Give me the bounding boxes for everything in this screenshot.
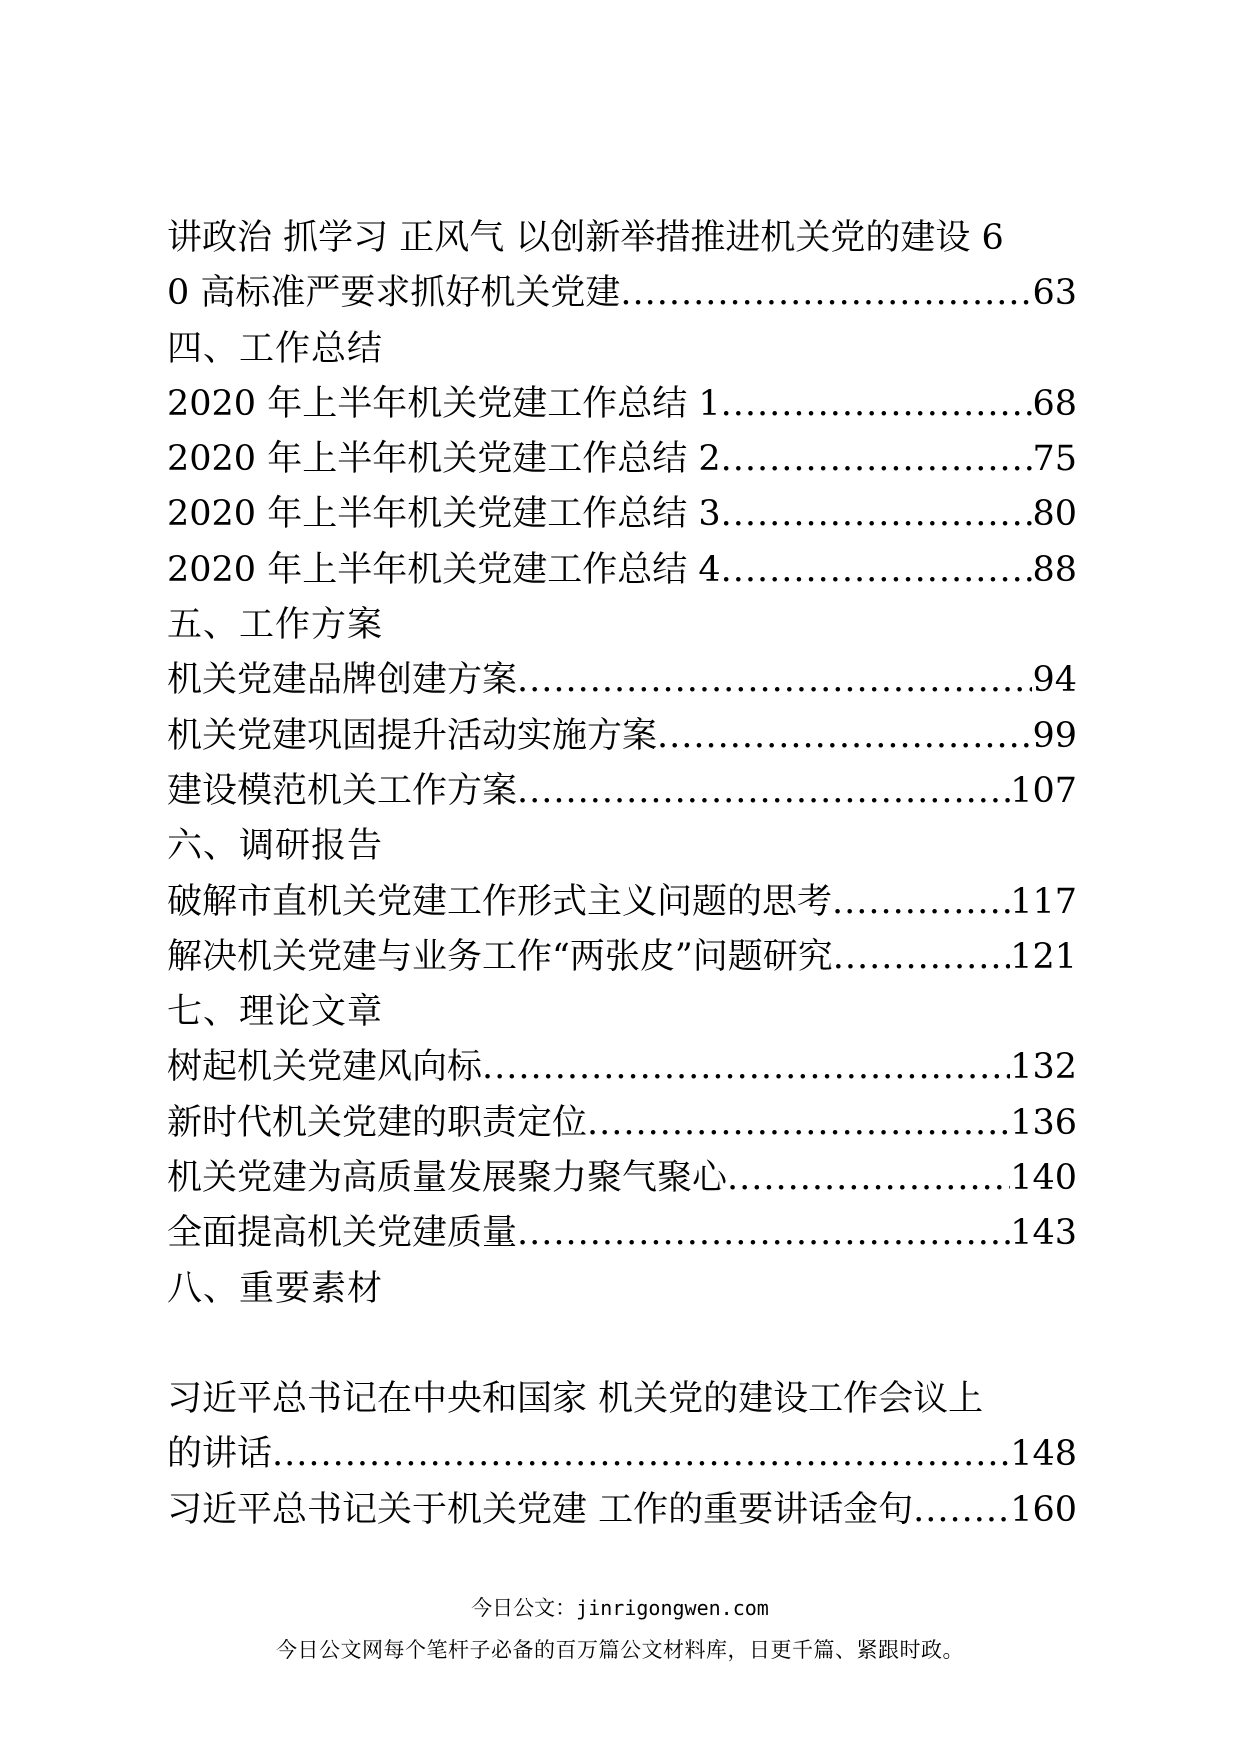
toc-entry[interactable]: [167, 1096, 1077, 1151]
section-heading: 八、重要素材: [167, 1268, 384, 1309]
toc-entry-title: 机关党建为高质量发展聚力聚气聚心: [167, 1158, 728, 1199]
toc-entry[interactable]: [167, 1427, 1077, 1482]
toc-entry[interactable]: [167, 1483, 1077, 1538]
toc-entry[interactable]: [167, 875, 1077, 930]
toc-entry-title: 树起机关党建风向标: [167, 1047, 483, 1088]
leader-dots: [833, 930, 1010, 985]
leader-dots: [482, 1040, 1010, 1095]
footer-label: 今日公文：: [471, 1596, 577, 1620]
leader-dots: [620, 266, 1032, 321]
leader-dots: [721, 543, 1033, 598]
toc-entry-page: 99: [1032, 715, 1077, 756]
toc-entry[interactable]: [167, 764, 1077, 819]
toc-entry-title: 0 高标准严要求抓好机关党建: [167, 273, 621, 314]
toc-entry-page: 80: [1032, 494, 1077, 535]
toc-entry-page: 143: [1010, 1213, 1077, 1254]
footer-site-link[interactable]: jinrigongwen.com: [576, 1596, 769, 1620]
section-heading: 七、理论文章: [167, 992, 384, 1033]
toc-entry-line: [167, 211, 1077, 266]
toc-entry[interactable]: [167, 266, 1077, 321]
toc-entry-title: 解决机关党建与业务工作“两张皮”问题研究: [167, 936, 833, 977]
toc-entry-page: 88: [1032, 549, 1077, 590]
toc-entry-title: 习近平总书记关于机关党建 工作的重要讲话金句: [167, 1489, 914, 1530]
toc-entry[interactable]: [167, 653, 1077, 708]
blank-line: [167, 1317, 1077, 1372]
toc-entry-title: 讲政治 抓学习 正风气 以创新举措推进机关党的建设 6: [167, 218, 1004, 258]
toc-entry-page: 160: [1010, 1489, 1077, 1530]
toc-entry-page: 94: [1032, 660, 1077, 701]
footer-tagline: 今日公文网每个笔杆子必备的百万篇公文材料库，日更千篇、紧跟时政。: [276, 1638, 964, 1662]
toc-entry[interactable]: [167, 432, 1077, 487]
toc-entry-page: 132: [1010, 1047, 1077, 1088]
table-of-contents: [167, 211, 1077, 1538]
toc-entry-line: [167, 1372, 1077, 1427]
toc-entry-page: 140: [1010, 1158, 1077, 1199]
toc-entry-page: 117: [1010, 881, 1077, 922]
toc-entry[interactable]: [167, 543, 1077, 598]
toc-entry-title: 2020 年上半年机关党建工作总结 4: [167, 549, 721, 590]
toc-entry-title: 习近平总书记在中央和国家 机关党的建设工作会议上: [167, 1378, 984, 1419]
toc-entry[interactable]: [167, 377, 1077, 432]
toc-entry-title: 的讲话: [167, 1434, 273, 1475]
toc-entry[interactable]: [167, 1206, 1077, 1261]
footer-source: [0, 1592, 1240, 1622]
toc-entry-title: 2020 年上半年机关党建工作总结 2: [167, 439, 721, 480]
leader-dots: [272, 1427, 1010, 1482]
leader-dots: [721, 432, 1033, 487]
toc-entry-page: 148: [1010, 1434, 1077, 1475]
leader-dots: [517, 764, 1010, 819]
leader-dots: [587, 1096, 1010, 1151]
toc-entry-title: 机关党建巩固提升活动实施方案: [167, 715, 658, 756]
toc-entry-page: 75: [1032, 439, 1077, 480]
section-heading: 五、工作方案: [167, 605, 384, 646]
toc-entry[interactable]: [167, 487, 1077, 542]
toc-entry-title: 建设模范机关工作方案: [167, 770, 518, 811]
toc-entry-page: 136: [1010, 1102, 1077, 1143]
leader-dots: [517, 653, 1032, 708]
leader-dots: [721, 377, 1033, 432]
toc-entry[interactable]: [167, 1040, 1077, 1095]
toc-entry-title: 破解市直机关党建工作形式主义问题的思考: [167, 881, 833, 922]
toc-entry[interactable]: [167, 930, 1077, 985]
toc-entry-title: 全面提高机关党建质量: [167, 1213, 518, 1254]
leader-dots: [832, 875, 1010, 930]
toc-entry[interactable]: [167, 1151, 1077, 1206]
toc-entry-title: 机关党建品牌创建方案: [167, 660, 518, 701]
leader-dots: [657, 709, 1032, 764]
section-heading: 六、调研报告: [167, 826, 384, 867]
toc-entry-page: 121: [1010, 936, 1077, 977]
toc-entry-title: 2020 年上半年机关党建工作总结 1: [167, 383, 721, 424]
toc-entry-title: 新时代机关党建的职责定位: [167, 1102, 588, 1143]
leader-dots: [517, 1206, 1010, 1261]
section-heading: 四、工作总结: [167, 328, 384, 369]
toc-entry-title: 2020 年上半年机关党建工作总结 3: [167, 494, 721, 535]
leader-dots: [913, 1483, 1010, 1538]
leader-dots: [721, 487, 1033, 542]
toc-entry-page: 107: [1010, 770, 1077, 811]
toc-entry[interactable]: [167, 709, 1077, 764]
toc-entry-page: 68: [1032, 383, 1077, 424]
toc-entry-page: 63: [1032, 273, 1077, 314]
leader-dots: [727, 1151, 1010, 1206]
